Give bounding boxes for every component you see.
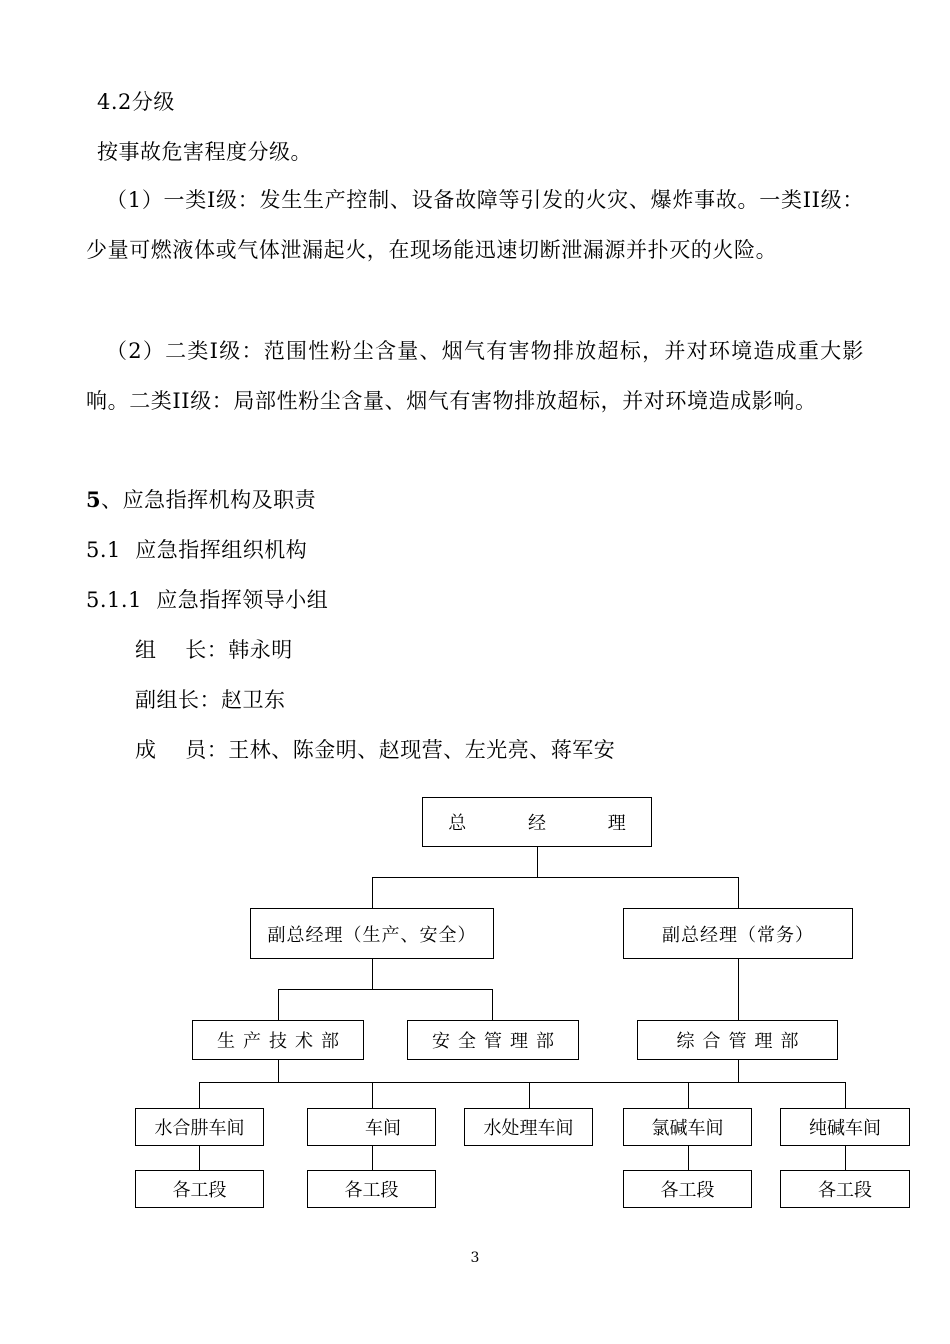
box-ws-water: 水处理车间 [464,1108,593,1146]
heading-5 [86,486,316,514]
box-general-manager: 总 经 理 [422,797,652,847]
connector-vp-prod [372,877,373,908]
connector-ws-4 [688,1082,689,1108]
paragraph-class-2 [86,326,864,426]
box-ws-hydrazine: 水合肼车间 [135,1108,264,1146]
box-section-2: 各工段 [307,1170,436,1208]
heading-5-text: 、应急指挥机构及职责 [101,488,317,512]
box-ws-chlor-alkali: 氯碱车间 [623,1108,752,1146]
connector-tech-down [278,1059,279,1082]
paragraph-class-2-text: （2）二类I级：范围性粉尘含量、烟气有害物排放超标，并对环境造成重大影响。二类II级：局部性粉尘含量、烟气有害物排放超标，并对环境造成影响。 [86,339,864,413]
connector-vp-bar [372,877,738,878]
members-line: 成 员：王林、陈金明、赵现营、左光亮、蒋军安 [135,738,616,762]
connector-dept-safety [492,989,493,1020]
box-section-5: 各工段 [780,1170,910,1208]
connector-sec-5 [845,1146,846,1170]
connector-sec-1 [199,1146,200,1170]
connector-ws-3 [529,1082,530,1108]
connector-general-down [738,1059,739,1082]
deputy-line: 副组长：赵卫东 [135,688,286,712]
connector-ws-2 [372,1082,373,1108]
connector-ws-1 [199,1082,200,1108]
leader-line: 组 长：韩永明 [135,638,293,662]
page-number: 3 [470,1250,480,1266]
connector-sec-2 [372,1146,373,1170]
box-dept-production-tech: 生产技术部 [192,1020,364,1060]
box-section-4: 各工段 [623,1170,752,1208]
connector-dept-bar [278,989,492,990]
box-vp-production-safety: 副总经理（生产、安全） [250,908,494,959]
connector-dept-tech [278,989,279,1020]
connector-vp-exec-down [738,958,739,1020]
paragraph-class-1 [86,175,864,275]
connector-gm-down [537,846,538,877]
paragraph-class-1-text: （1）一类I级：发生生产控制、设备故障等引发的火灾、爆炸事故。一类II级：少量可燃液体或气体泄漏起火，在现场能迅速切断泄漏源并扑灭的火险。 [86,188,864,262]
connector-workshop-bar [199,1082,845,1083]
connector-ws-5 [845,1082,846,1108]
intro-line: 按事故危害程度分级。 [97,140,312,164]
connector-vp-exec [738,877,739,908]
box-section-1: 各工段 [135,1170,264,1208]
heading-5-1: 5.1 应急指挥组织机构 [86,538,308,562]
box-ws-unnamed: 车间 [307,1108,436,1146]
box-dept-safety: 安全管理部 [407,1020,579,1060]
heading-4-2: 4.2分级 [97,90,175,114]
connector-vp-prod-down [372,958,373,989]
heading-5-1-1: 5.1.1 应急指挥领导小组 [86,588,329,612]
connector-sec-4 [688,1146,689,1170]
heading-5-number: 5 [86,487,102,512]
box-ws-soda-ash: 纯碱车间 [780,1108,910,1146]
box-dept-general: 综合管理部 [637,1020,838,1060]
box-vp-executive: 副总经理（常务） [623,908,853,959]
